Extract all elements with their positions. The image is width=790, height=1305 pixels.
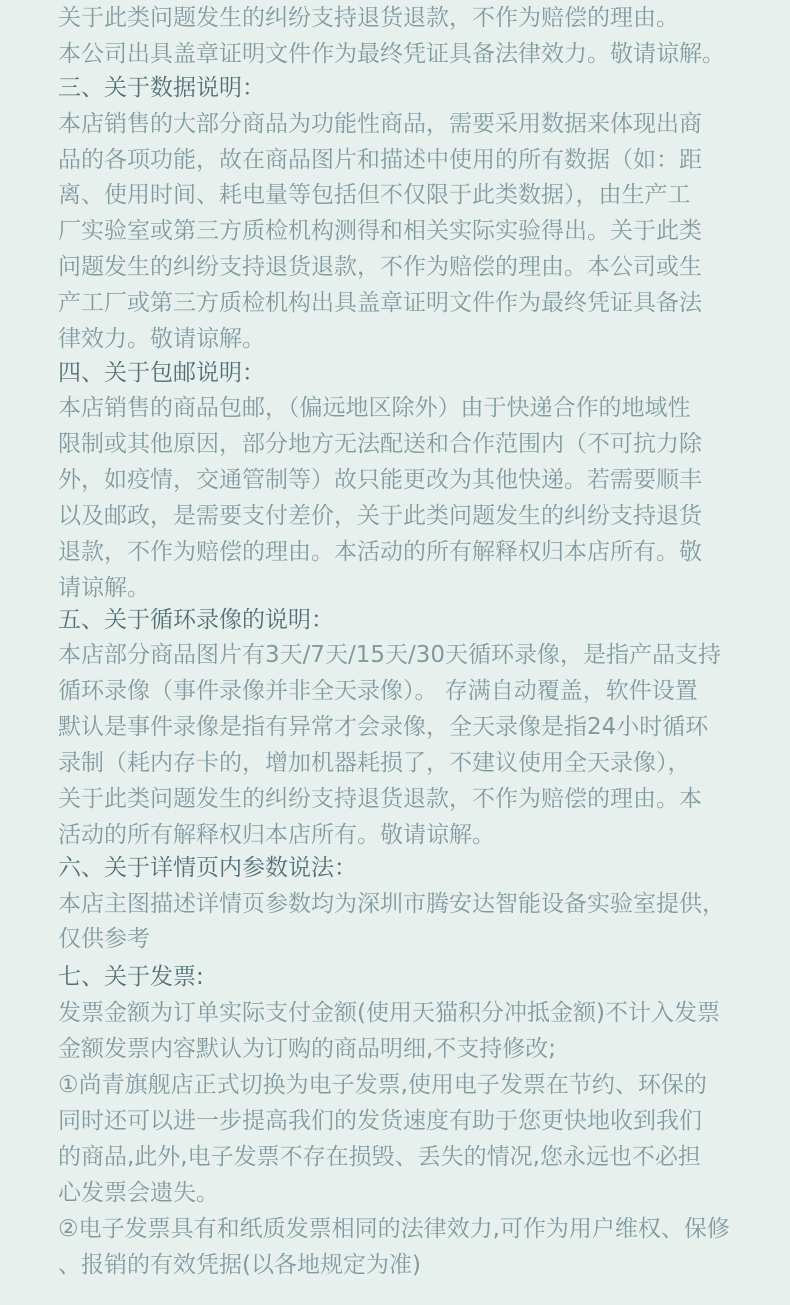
- section-5-line: 关于此类问题发生的纠纷支持退货退款，不作为赔偿的理由。本: [58, 786, 702, 812]
- section-4-line: 退款，不作为赔偿的理由。本活动的所有解释权归本店所有。敬: [58, 539, 702, 565]
- section-7-line: ①尚青旗舰店正式切换为电子发票,使用电子发票在节约、环保的: [58, 1072, 707, 1098]
- section-5-heading: 五、关于循环录像的说明：: [58, 607, 334, 633]
- section-4-line: 以及邮政，是需要支付差价，关于此类问题发生的纠纷支持退货: [58, 503, 702, 529]
- section-3-line: 离、使用时间、耗电量等包括但不仅限于此类数据），由生产工: [58, 182, 691, 208]
- section-7-heading: 七、关于发票:: [58, 964, 204, 990]
- section-3-line: 律效力。敬请谅解。: [58, 326, 265, 352]
- section-4-heading: 四、关于包邮说明：: [58, 360, 265, 386]
- section-7-line: 金额发票内容默认为订购的商品明细,不支持修改;: [58, 1036, 557, 1062]
- section-6-line: 仅供参考: [58, 926, 150, 952]
- section-7-line: 的商品,此外,电子发票不存在损毁、丢失的情况,您永远也不必担: [58, 1144, 701, 1170]
- section-5-line: 活动的所有解释权归本店所有。敬请谅解。: [58, 822, 495, 848]
- section-7-line: 心发票会遗失。: [58, 1180, 219, 1206]
- section-6-heading: 六、关于详情页内参数说法：: [58, 855, 357, 881]
- section-3-heading: 三、关于数据说明：: [58, 75, 265, 101]
- intro-line: 本公司出具盖章证明文件作为最终凭证具备法律效力。敬请谅解。: [58, 41, 725, 67]
- section-3-line: 本店销售的大部分商品为功能性商品，需要采用数据来体现出商: [58, 111, 702, 137]
- section-7-line: 发票金额为订单实际支付金额(使用天猫积分冲抵金额)不计入发票: [58, 1000, 720, 1026]
- section-4-line: 限制或其他原因，部分地方无法配送和合作范围内（不可抗力除: [58, 431, 702, 457]
- section-7-line: 、报销的有效凭据(以各地规定为准): [58, 1252, 421, 1278]
- section-6-line: 本店主图描述详情页参数均为深圳市腾安达智能设备实验室提供，: [58, 891, 725, 917]
- section-5-line: 录制（耗内存卡的，增加机器耗损了，不建议使用全天录像），: [58, 750, 691, 776]
- section-3-line: 问题发生的纠纷支持退货退款，不作为赔偿的理由。本公司或生: [58, 254, 702, 280]
- section-3-line: 品的各项功能，故在商品图片和描述中使用的所有数据（如：距: [58, 147, 702, 173]
- intro-line: 关于此类问题发生的纠纷支持退货退款，不作为赔偿的理由。: [58, 5, 679, 31]
- section-4-line: 本店销售的商品包邮，（偏远地区除外）由于快递合作的地域性: [58, 395, 691, 421]
- section-3-line: 产工厂或第三方质检机构出具盖章证明文件作为最终凭证具备法: [58, 290, 702, 316]
- section-3-line: 厂实验室或第三方质检机构测得和相关实际实验得出。关于此类: [58, 218, 702, 244]
- section-7-line: 同时还可以进一步提高我们的发货速度有助于您更快地收到我们: [58, 1108, 702, 1134]
- section-5-line: 本店部分商品图片有3天/7天/15天/30天循环录像，是指产品支持: [58, 642, 722, 668]
- section-4-line: 外，如疫情，交通管制等）故只能更改为其他快递。若需要顺丰: [58, 467, 702, 493]
- section-7-line: ②电子发票具有和纸质发票相同的法律效力,可作为用户维权、保修: [58, 1216, 730, 1242]
- section-5-line: 循环录像（事件录像并非全天录像）。 存满自动覆盖，软件设置: [58, 678, 698, 704]
- section-5-line: 默认是事件录像是指有异常才会录像，全天录像是指24小时循环: [58, 714, 709, 740]
- section-4-line: 请谅解。: [58, 575, 150, 601]
